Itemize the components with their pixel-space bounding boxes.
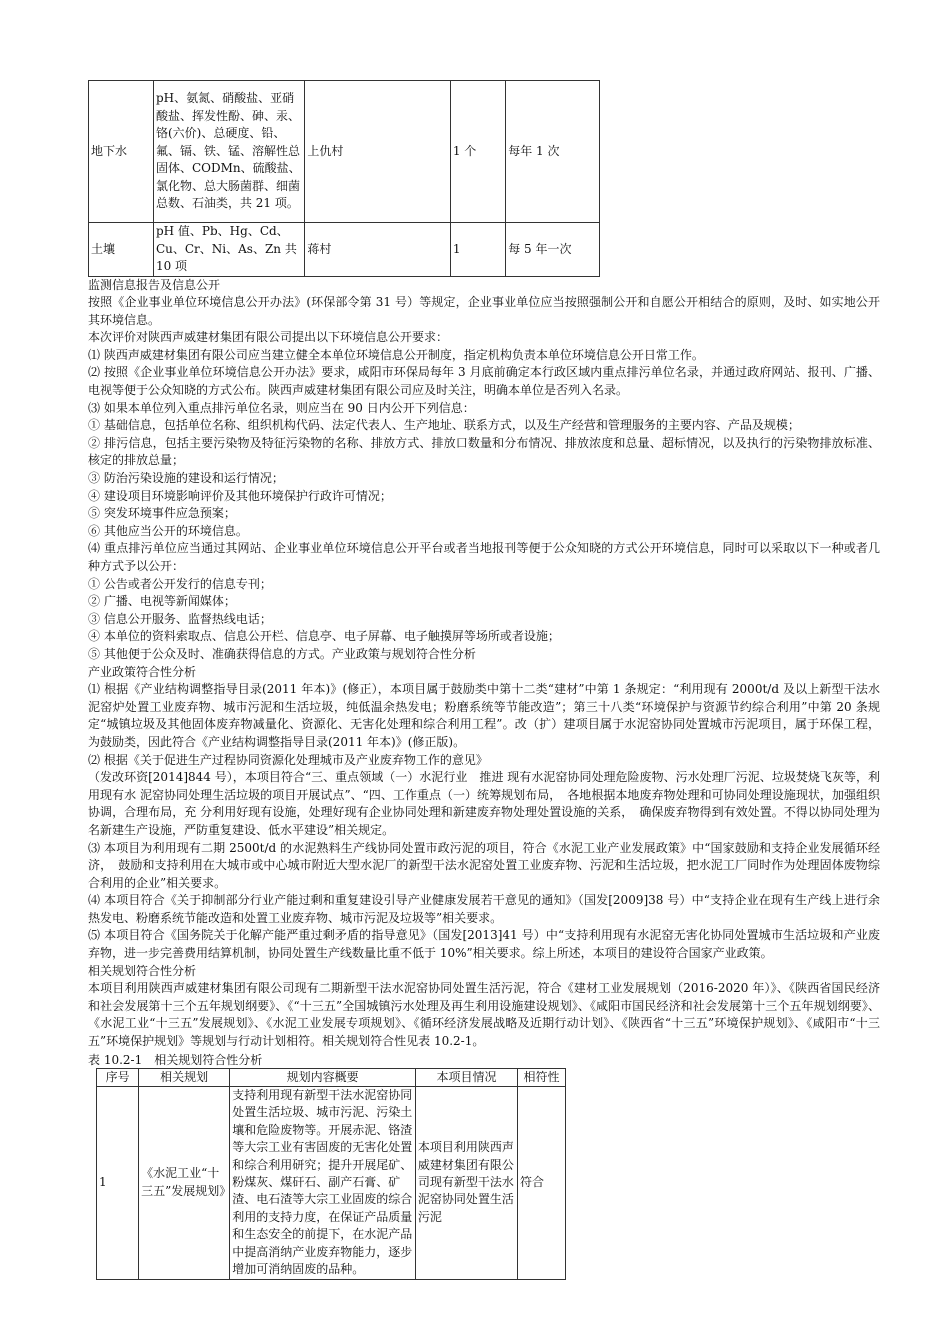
compliance-cell: 符合 — [518, 1087, 566, 1279]
paragraph: ⑵ 根据《关于促进生产过程协同资源化处理城市及产业废弃物工作的意见》 — [88, 752, 488, 767]
paragraph: ⑷ 本项目符合《关于抑制部分行业产能过剩和重复建设引导产业健康发展若干意见的通知》（国发[2009]38 号）中“支持企业在现有生产线上进行余热发电、粉磨系统节能改造和处置工业废弃物、城市污泥及垃圾等”相关要求。 — [88, 893, 880, 925]
section-heading: 产业政策符合性分析 — [88, 664, 197, 679]
paragraph: ⑴ 陕西声威建材集团有限公司应当建立健全本单位环境信息公开制度，指定机构负责本单位环境信息公开日常工作。 — [88, 347, 704, 362]
paragraph: ① 基础信息，包括单位名称、组织机构代码、法定代表人、生产地址、联系方式，以及生产经营和管理服务的主要内容、产品及规模； — [88, 418, 800, 433]
paragraph: ⑵ 按照《企业事业单位环境信息公开办法》要求，咸阳市环保局每年 3 月底前确定本行政区域内重点排污单位名录，并通过政府网站、报刊、广播、电视等便于公众知晓的方式公布。陕西声威建材集团有限公司应及时关注，明确本单位是否列入名录。 — [88, 365, 880, 398]
table-header-row — [97, 1068, 566, 1086]
table-row — [97, 1087, 566, 1279]
paragraph: 按照《企业事业单位环境信息公开办法》(环保部令第 31 号）等规定，企业事业单位应当按照强制公开和自愿公开相结合的原则，及时、如实地公开其环境信息。 — [88, 295, 880, 327]
document-page — [88, 80, 880, 1280]
column-header: 相关规划 — [139, 1068, 230, 1086]
planning-compliance-table — [96, 1068, 566, 1280]
paragraph: ③ 防治污染设施的建设和运行情况； — [88, 471, 284, 486]
frequency-cell: 每 5 年一次 — [506, 223, 600, 277]
count-cell: 1 个 — [450, 81, 505, 223]
paragraph: ② 广播、电视等新闻媒体； — [88, 594, 236, 609]
paragraph: ⑶ 本项目为利用现有二期 2500t/d 的水泥熟料生产线协同处置市政污泥的项目，符合《水泥工业产业发展政策》中“国家鼓励和支持企业发展循环经济， 鼓励和支持利用在大城市或中心城市附近大型水泥厂的新型干法水泥窑处置工业废弃物、污泥和生活垃圾，把水泥工厂同时作为处理固体废物综合利用的企业”相关要求。 — [88, 840, 880, 890]
section-heading: 监测信息报告及信息公开 — [88, 277, 221, 292]
paragraph: ④ 本单位的资料索取点、信息公开栏、信息亭、电子屏幕、电子触摸屏等场所或者设施； — [88, 629, 560, 644]
monitoring-table — [88, 80, 600, 277]
count-cell: 1 — [450, 223, 505, 277]
project-status-cell: 本项目利用陕西声威建材集团有限公司现有新型干法水泥窑协同处置生活污泥 — [415, 1087, 517, 1279]
plan-name-cell: 《水泥工业“十三五”发展规划》 — [139, 1087, 230, 1279]
paragraph: ⑤ 其他便于公众及时、准确获得信息的方式。产业政策与规划符合性分析 — [88, 646, 476, 661]
items-cell: pH、氨氮、硝酸盐、亚硝酸盐、挥发性酚、砷、汞、铬(六价)、总硬度、铅、氟、镉、铁、锰、溶解性总固体、CODMn、硫酸盐、氯化物、总大肠菌群、细菌总数、石油类，共 21 项。 — [153, 81, 304, 223]
paragraph: ⑶ 如果本单位列入重点排污单位名录，则应当在 90 日内公开下列信息： — [88, 400, 475, 415]
medium-cell: 土壤 — [89, 223, 154, 277]
column-header: 规划内容概要 — [230, 1068, 416, 1086]
table-row — [89, 81, 600, 223]
location-cell: 上仇村 — [305, 81, 451, 223]
paragraph: ⑴ 根据《产业结构调整指导目录(2011 年本)》(修正），本项目属于鼓励类中第十二类“建材”中第 1 条规定：“利用现有 2000t/d 及以上新型干法水泥窑炉处置工业废弃物、城市污泥和生活垃圾，纯低温余热发电；粉磨系统等节能改造”；第三十八类“环境保护与资源节约综合利用”中第 20 条规定“城镇垃圾及其他固体废弃物减量化、资源化、无害化处理和综合利用工程”。改（扩）建项目属于水泥窑协同处置城市污泥项目，属于环保工程，为鼓励类，因此符合《产业结构调整指导目录(2011 年本)》(修正版)。 — [88, 682, 880, 749]
paragraph: ⑸ 本项目符合《国务院关于化解产能严重过剩矛盾的指导意见》（国发[2013]41 号）中“支持利用现有水泥窑无害化协同处置城市生活垃圾和产业废弃物，进一步完善费用结算机制，协同处置生产线数量比重不低于 10%”相关要求。综上所述，本项目的建设符合国家产业政策。 — [88, 928, 880, 961]
column-header: 相符性 — [518, 1068, 566, 1086]
paragraph: （发改环资[2014]844 号），本项目符合“三、重点领域（一）水泥行业 推进 现有水泥窑协同处理危险废物、污水处理厂污泥、垃圾焚烧飞灰等，利用现有水 泥窑协同处理生活垃圾的项目开展试点”、“四、工作重点（一）统筹规划布局， 各地根据本地废弃物处理和可协同处理设施现状，加强组织协调，合理布局，充 分利用好现有设施，处理好现有企业协同处理和新建废弃物处理处置设施的关系， 确保废弃物得到有效处置。不得以协同处理为名新建生产设施，严防重复建设、低水平建设”相关规定。 — [88, 770, 880, 837]
row-number-cell: 1 — [97, 1087, 139, 1279]
body-text — [88, 277, 880, 1051]
paragraph: ① 公告或者公开发行的信息专刊； — [88, 576, 272, 591]
paragraph: ② 排污信息，包括主要污染物及特征污染物的名称、排放方式、排放口数量和分布情况、排放浓度和总量、超标情况，以及执行的污染物排放标准、核定的排放总量； — [88, 435, 880, 468]
frequency-cell: 每年 1 次 — [506, 81, 600, 223]
table-caption: 表 10.2-1 相关规划符合性分析 — [88, 1052, 263, 1067]
paragraph: 本次评价对陕西声威建材集团有限公司提出以下环境信息公开要求： — [88, 330, 449, 345]
table-row — [89, 223, 600, 277]
section-heading: 相关规划符合性分析 — [88, 963, 197, 978]
column-header: 本项目情况 — [415, 1068, 517, 1086]
paragraph: ⑤ 突发环境事件应急预案； — [88, 506, 236, 521]
column-header: 序号 — [97, 1068, 139, 1086]
location-cell: 蒋村 — [305, 223, 451, 277]
paragraph: ⑷ 重点排污单位应当通过其网站、企业事业单位环境信息公开平台或者当地报刊等便于公众知晓的方式公开环境信息，同时可以采取以下一种或者几种方式予以公开： — [88, 541, 880, 573]
items-cell: pH 值、Pb、Hg、Cd、Cu、Cr、Ni、As、Zn 共 10 项 — [153, 223, 304, 277]
paragraph: ⑥ 其他应当公开的环境信息。 — [88, 523, 248, 538]
medium-cell: 地下水 — [89, 81, 154, 223]
paragraph: 本项目利用陕西声威建材集团有限公司现有二期新型干法水泥窑协同处置生活污泥，符合《建材工业发展规划（2016-2020 年）》、《陕西省国民经济和社会发展第十三个五年规划纲要》、《“十三五”全国城镇污水处理及再生利用设施建设规划》、《咸阳市国民经济和社会发展第十三个五年规划纲要》、《水泥工业“十三五”发展规划》、《水泥工业发展专项规划》、《循环经济发展战略及近期行动计划》、《陕西省“十三五”环境保护规划》、《咸阳市“十三五”环境保护规划》等规划与行动计划相符。相关规划符合性见表 10.2-1。 — [88, 981, 880, 1049]
paragraph: ③ 信息公开服务、监督热线电话； — [88, 611, 272, 626]
paragraph: ④ 建设项目环境影响评价及其他环境保护行政许可情况； — [88, 488, 392, 503]
plan-summary-cell: 支持利用现有新型干法水泥窑协同处置生活垃圾、城市污泥、污染土壤和危险废物等。开展赤泥、铬渣等大宗工业有害固废的无害化处置和综合利用研究；提升开展尾矿、粉煤灰、煤矸石、副产石膏、矿渣、电石渣等大宗工业固废的综合利用的支持力度，在保证产品质量和生态安全的前提下，在水泥产品中提高消纳产业废弃物能力，逐步增加可消纳固废的品种。 — [230, 1087, 416, 1279]
